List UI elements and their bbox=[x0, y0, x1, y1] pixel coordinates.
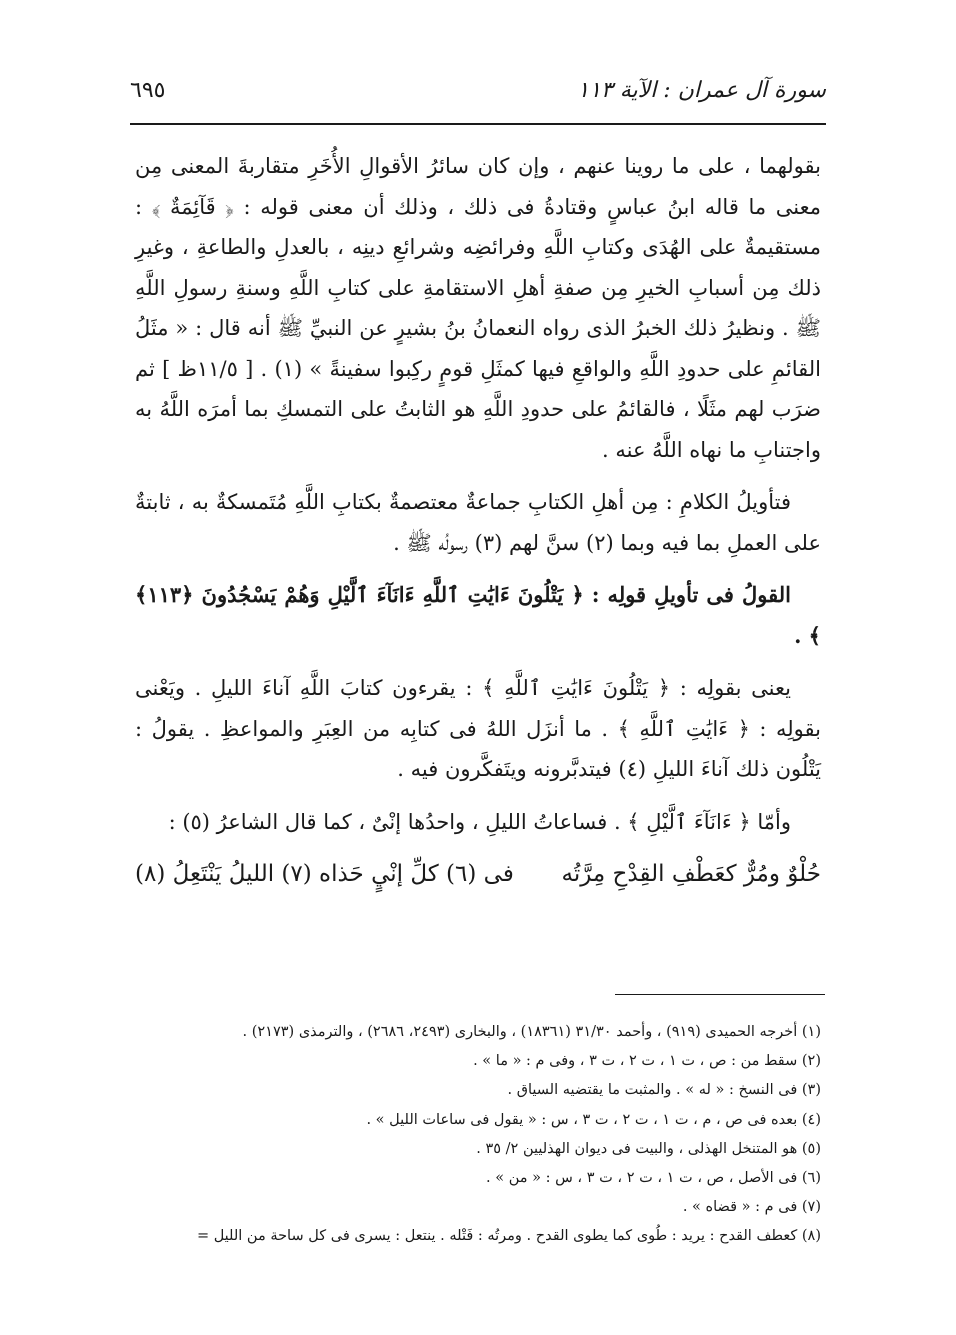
main-text bbox=[135, 146, 821, 896]
heading-label: القولُ فى تأويلِ قولِه : bbox=[591, 582, 791, 607]
heading-verse: ﴿ يَتْلُونَ ءَايَٰتِ ٱللَّهِ ءَانَآءَ ٱلَّيْلِ وَهُمْ يَسْجُدُونَ ﴿١١٣﴾ ﴾ . bbox=[135, 582, 821, 648]
footnote-8: (٨) كعطف القدح : يريد : طُوى كما يطوى القدح . ومرتُه : فَتْله . ينتعل : يسرى فى كل ساحة من الليل = bbox=[196, 1228, 821, 1245]
verse-second-hemistich: فى (٦) كلِّ إنْيٍ حَذاه (٧) الليلُ يَنْتَعِلُ (٨) bbox=[135, 861, 514, 887]
running-header bbox=[130, 70, 826, 110]
paragraph-4: وأمّا ﴿ ءَانَآءَ ٱلَّيْلِ ﴾ . فساعاتُ الليلِ ، واحدُها إنْىٌ ، كما قال الشاعرُ (٥) : bbox=[168, 809, 791, 834]
section-heading bbox=[135, 575, 821, 656]
verse-first-hemistich: حُلْوٌ ومُرٌّ كعَطْفِ القِدْحِ مِرَّتُه bbox=[561, 861, 821, 887]
paragraph-1: بقولهما ، على ما روينا عنهم ، وإن كان سائرُ الأقوالِ الأُخَرِ متقاربةَ المعنى مِن معنى ما قاله ابنُ عباسٍ وقتادةُ فى ذلك ، وذلك أن معنى قوله : ﴿ قَآئِمَةٌ ﴾ : مستقيمةٌ على الهُدَى وكتابِ اللَّهِ وفرائضِه وشرائعِ دينِه ، بالعدلِ والطاعةِ ، وغيرِ ذلك مِن أسبابِ الخيرِ مِن صفةِ أهلِ الاستقامةِ على كتابِ اللَّهِ وسنةِ رسولِ اللَّهِ ﷺ . ونظيرُ ذلك الخبرُ الذى رواه النعمانُ بنُ بشيرٍ عن النبيِّ ﷺ أنه قال : « مثَلُ القائمِ على حدودِ اللَّهِ والواقعِ فيها كمثَلِ قومٍ ركِبوا سفينةً » (١) . [ ١١/٥ظ ] ثم ضرَب لهم مثَلًا ، فالقائمُ على حدودِ اللَّهِ هو الثابتُ على التمسكِ بما أمرَه اللَّهُ به واجتنابِ ما نهاه اللَّهُ عنه . bbox=[135, 154, 822, 462]
footnote-rule bbox=[615, 994, 825, 995]
footnote-3: (٣) فى النسخ : « له » . والمثبت ما يقتضيه السياق . bbox=[507, 1082, 821, 1099]
poetry-verse bbox=[135, 852, 821, 896]
header-rule bbox=[130, 123, 826, 125]
running-title: سورة آل عمران : الآية ١١٣ bbox=[577, 77, 826, 103]
footnote-5: (٥) هو المتنخل الهذلى ، والبيت فى ديوان الهذليين ٢/ ٣٥ . bbox=[476, 1140, 821, 1157]
page-number: ٦٩٥ bbox=[130, 77, 166, 103]
footnote-7: (٧) فى م : « قضاه » . bbox=[682, 1199, 821, 1216]
footnotes bbox=[135, 1018, 821, 1252]
footnote-2: (٢) سقط من : ص ، ت ١ ، ت ٢ ، ت ٣ ، وفى م : « ما » . bbox=[473, 1053, 821, 1070]
footnote-1: (١) أخرجه الحميدى (٩١٩) ، وأحمد ٣١/٣٠ (١٨٣٦١) ، والبخارى (٢٤٩٣، ٢٦٨٦) ، والترمذى (٢١٧٣) . bbox=[242, 1024, 821, 1040]
footnote-4: (٤) بعده فى ص ، م ، ت ١ ، ت ٢ ، ت ٣ ، س : « يقول فى ساعات الليل » . bbox=[366, 1111, 821, 1128]
paragraph-2: فتأويلُ الكلامِ : مِن أهلِ الكتابِ جماعةٌ معتصمةٌ بكتابِ اللَّهِ مُتَمسكةٌ به ، ثابتةٌ على العملِ بما فيه وبما (٢) سنَّ لهم (٣) رسولُه ﷺ . bbox=[135, 490, 821, 555]
footnote-6: (٦) فى الأصل ، ص ، ت ١ ، ت ٢ ، ت ٣ ، س : « من » . bbox=[486, 1170, 821, 1187]
paragraph-3: يعنى بقولِه : ﴿ يَتْلُونَ ءَايَٰتِ ٱللَّهِ ﴾ : يقرءون كتابَ اللَّهِ آناءَ الليلِ . ويَعْنى بقولِه : ﴿ ءَايَٰتِ ٱللَّهِ ﴾ . ما أنزَل اللهُ فى كتابِه من العِبَرِ والمواعظِ . يقولُ : يَتْلُون ذلك آناءَ الليلِ (٤) فيتدبَّرونه ويتَفكَّرون فيه . bbox=[135, 676, 821, 781]
